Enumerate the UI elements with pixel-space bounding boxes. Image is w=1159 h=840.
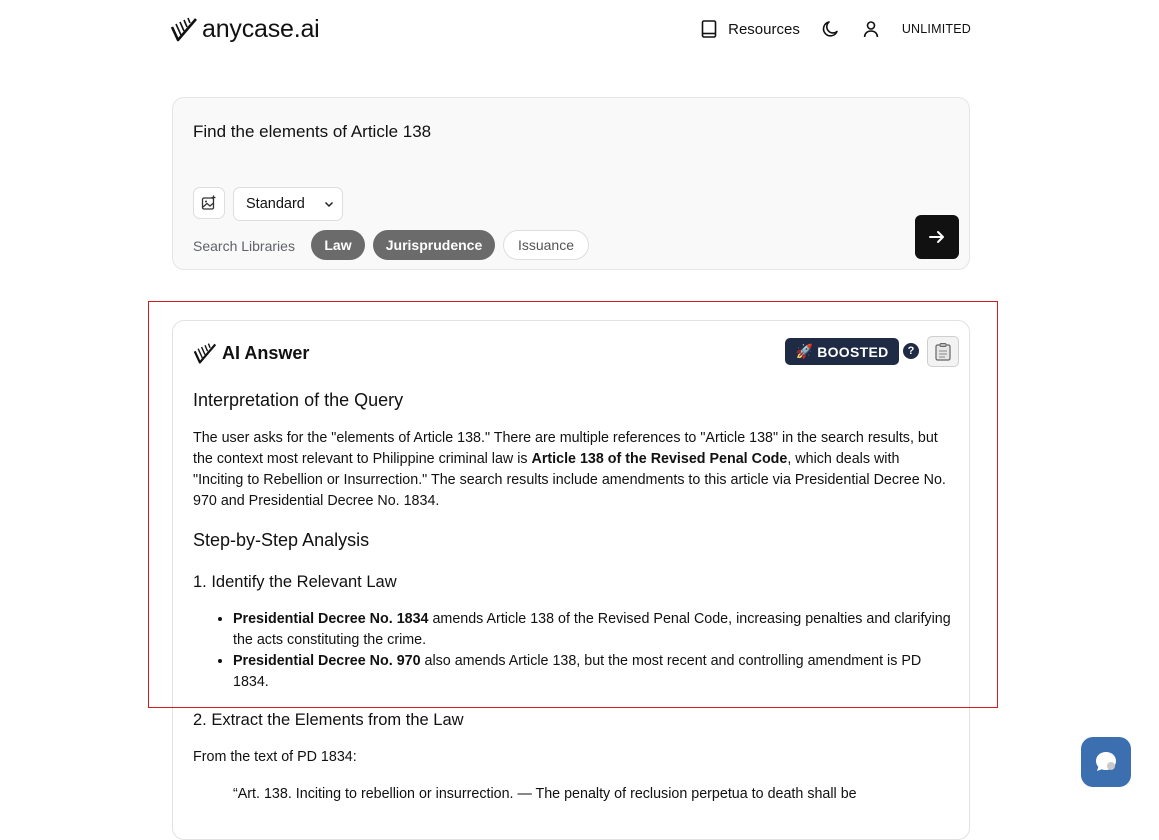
answer-header	[193, 341, 309, 365]
list-item-text: also amends Article 138, but the most recent and controlling amendment is PD 1834.	[233, 653, 922, 690]
paragraph-text: , which deals with "Inciting to Rebellion or Insurrection." The search results include amendments to this article via Presidential Decree No. 970 and Presidential Decree No. 1834.	[193, 451, 946, 509]
user-icon	[861, 19, 881, 39]
step-heading: 1. Identify the Relevant Law	[193, 573, 397, 591]
boosted-badge	[785, 338, 899, 365]
library-chip-law[interactable]: Law	[311, 230, 365, 260]
help-icon[interactable]: ?	[903, 343, 919, 359]
brand-name: anycase.ai	[202, 14, 320, 43]
moon-icon	[821, 19, 841, 39]
arrow-right-icon	[927, 227, 947, 247]
image-add-icon	[201, 195, 217, 211]
answer-title: AI Answer	[222, 342, 310, 363]
step1-list	[193, 609, 953, 693]
section-heading: Interpretation of the Query	[193, 390, 404, 410]
copy-button[interactable]	[927, 336, 959, 367]
list-item-bold: Presidential Decree No. 970	[233, 653, 421, 669]
library-chip-issuance[interactable]: Issuance	[503, 230, 589, 260]
library-chip-jurisprudence[interactable]: Jurisprudence	[373, 230, 495, 260]
chat-bubble-icon	[1092, 748, 1120, 776]
interpretation-paragraph	[193, 428, 953, 512]
step-heading: 2. Extract the Elements from the Law	[193, 711, 464, 729]
logo-mark-icon	[193, 341, 217, 365]
list-item-text: amends Article 138 of the Revised Penal Code, increasing penalties and clarifying the acts constituting the crime.	[233, 611, 951, 648]
top-nav	[699, 16, 971, 42]
list-item	[233, 651, 953, 693]
query-input[interactable]: Find the elements of Article 138	[193, 122, 432, 141]
list-item	[233, 609, 953, 651]
paragraph-text: The user asks for the "elements of Article 138." There are multiple references to "Article 138" in the search results, but the context most relevant to Philippine criminal law is	[193, 430, 938, 467]
list-item-bold: Presidential Decree No. 1834	[233, 611, 429, 627]
account-button[interactable]	[861, 19, 881, 39]
image-search-button[interactable]	[193, 187, 225, 219]
section-heading: Step-by-Step Analysis	[193, 530, 370, 550]
ai-answer-card	[172, 320, 970, 840]
answer-body	[193, 379, 953, 805]
paragraph-bold: Article 138 of the Revised Penal Code	[531, 451, 788, 467]
boosted-label: BOOSTED	[817, 343, 889, 360]
step2-intro: From the text of PD 1834:	[193, 749, 357, 765]
plan-label: UNLIMITED	[901, 22, 971, 36]
search-libraries-label: Search Libraries	[193, 238, 295, 254]
mode-value: Standard	[246, 196, 305, 212]
brand-logo[interactable]	[170, 14, 320, 44]
chat-button[interactable]	[1081, 737, 1131, 787]
clipboard-icon	[934, 342, 952, 362]
logo-mark-icon	[170, 15, 198, 43]
rocket-icon: 🚀	[795, 343, 814, 359]
mode-dropdown[interactable]	[233, 187, 343, 221]
theme-toggle[interactable]	[821, 19, 841, 39]
chevron-down-icon	[323, 198, 335, 210]
search-panel	[172, 97, 970, 270]
book-icon	[699, 19, 719, 39]
resources-label: Resources	[728, 20, 800, 38]
resources-link[interactable]	[699, 19, 800, 39]
law-quote: “Art. 138. Inciting to rebellion or insurrection. — The penalty of reclusion perpetua to death shall be	[233, 786, 857, 802]
top-header	[0, 0, 1159, 60]
submit-button[interactable]	[915, 215, 959, 259]
